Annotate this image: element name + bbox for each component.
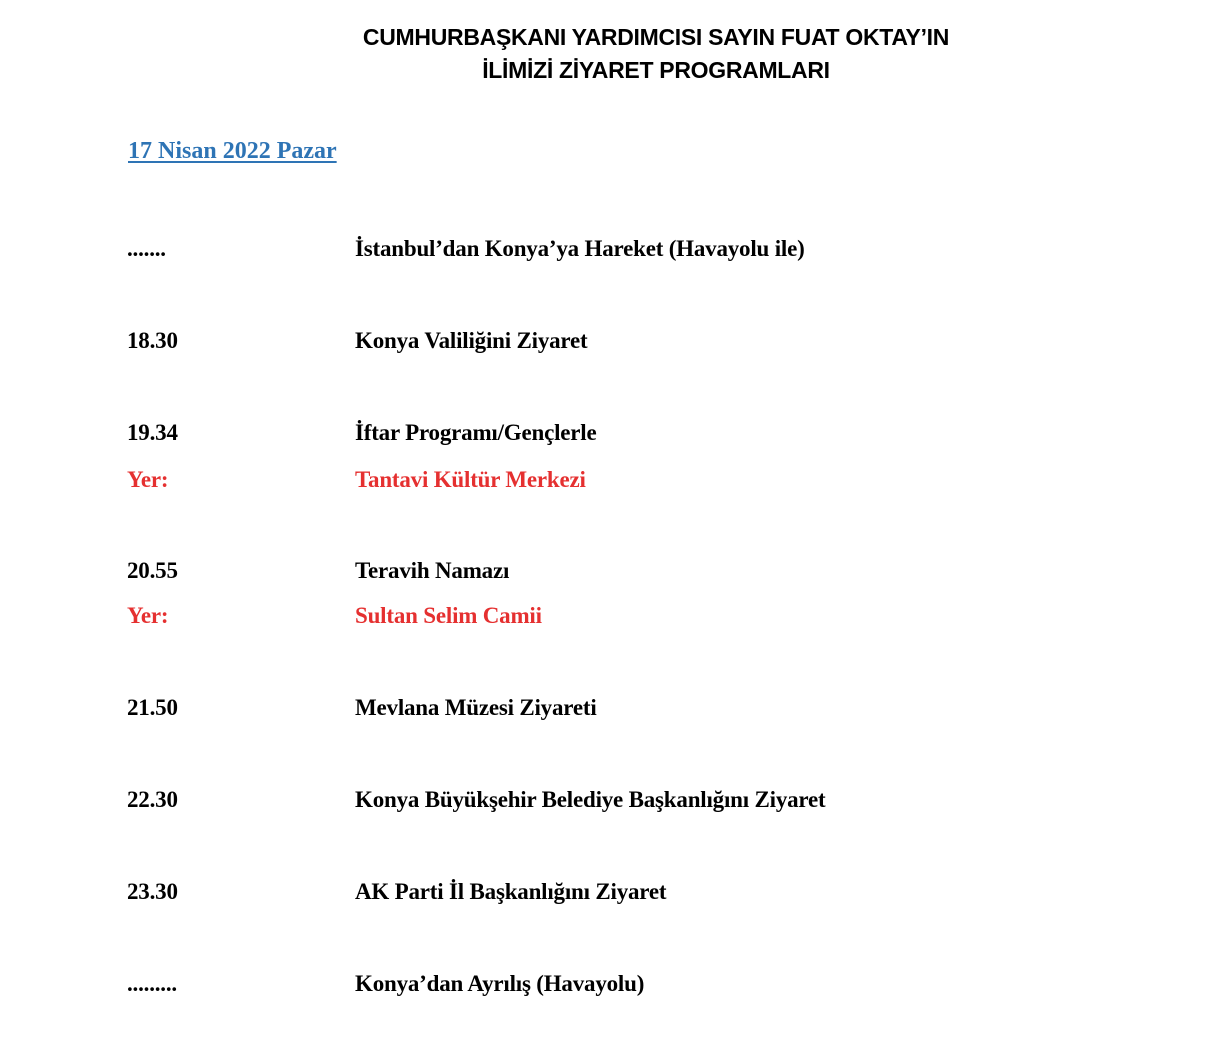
schedule-item (0, 695, 1212, 725)
schedule-time: 21.50 (127, 695, 178, 720)
schedule-time: 19.34 (127, 420, 178, 445)
schedule-place (0, 467, 1212, 497)
schedule-time: 23.30 (127, 879, 178, 904)
schedule-item (0, 879, 1212, 909)
schedule-place (0, 603, 1212, 633)
schedule-item (0, 971, 1212, 1001)
schedule-event: Teravih Namazı (355, 558, 510, 583)
schedule-item (0, 787, 1212, 817)
date-heading: 17 Nisan 2022 Pazar (128, 138, 337, 164)
schedule-event: AK Parti İl Başkanlığını Ziyaret (355, 879, 667, 904)
schedule-item (0, 236, 1212, 266)
schedule-item (0, 328, 1212, 358)
schedule-time: ....... (127, 236, 166, 261)
schedule-event: Konya Büyükşehir Belediye Başkanlığını Ziyaret (355, 787, 826, 812)
schedule-item (0, 558, 1212, 588)
schedule-event: Konya Valiliğini Ziyaret (355, 328, 588, 353)
document-title-line-2: İLİMİZİ ZİYARET PROGRAMLARI (482, 57, 830, 83)
schedule-event: Mevlana Müzesi Ziyareti (355, 695, 597, 720)
place-label: Yer: (127, 603, 169, 628)
place-label: Yer: (127, 467, 169, 492)
schedule-time: 22.30 (127, 787, 178, 812)
schedule-item (0, 420, 1212, 450)
schedule-event: İftar Programı/Gençlerle (355, 420, 597, 445)
schedule-event: Konya’dan Ayrılış (Havayolu) (355, 971, 645, 996)
document-title-line-1: CUMHURBAŞKANI YARDIMCISI SAYIN FUAT OKTAY’IN (362, 24, 950, 50)
place-name: Tantavi Kültür Merkezi (355, 467, 586, 492)
schedule-time: 20.55 (127, 558, 178, 583)
schedule-time: ......... (127, 971, 177, 996)
schedule-time: 18.30 (127, 328, 178, 353)
place-name: Sultan Selim Camii (355, 603, 542, 628)
schedule-event: İstanbul’dan Konya’ya Hareket (Havayolu ile) (355, 236, 805, 261)
